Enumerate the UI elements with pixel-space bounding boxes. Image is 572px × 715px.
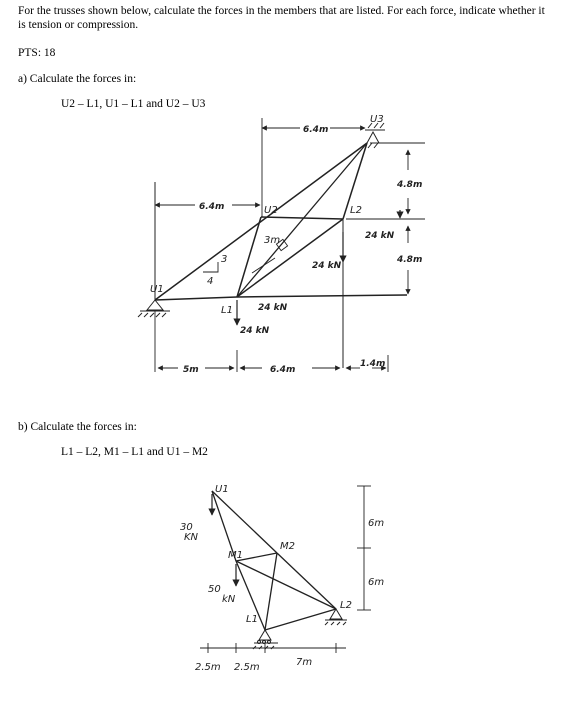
load-b-top: 30 (180, 522, 193, 533)
dim-height-bottom: 4.8m (397, 255, 423, 265)
truss-b-dimensions (200, 486, 371, 653)
member-u2-l2 (261, 217, 343, 219)
perp-dim: 3m (264, 235, 281, 246)
dim-b-3: 7m (296, 657, 313, 668)
dim-left-span: 6.4m (199, 202, 225, 212)
label-b-m2: M2 (280, 541, 295, 552)
load-b-mid-unit: kN (222, 594, 236, 605)
load-right: 24 kN (365, 231, 395, 241)
truss-a-dimensions (155, 118, 425, 372)
intro-text: For the trusses shown below, calculate the forces in the members that are listed. For each force, indicate whether it is tension or compression. (18, 5, 545, 31)
load-b-mid: 50 (208, 584, 221, 595)
dim-top-span: 6.4m (303, 125, 329, 135)
dim-bottom-3: 1.4m (360, 359, 386, 369)
part-a-members: U2 – L1, U1 – L1 and U2 – U3 (61, 98, 206, 110)
slope-rise: 3 (221, 254, 228, 265)
label-l2: L2 (350, 205, 362, 216)
part-a-heading: a) Calculate the forces in: (18, 73, 137, 85)
member-u2-l1 (237, 217, 261, 297)
dim-bottom-1: 5m (183, 365, 199, 375)
label-u2: U2 (264, 205, 278, 216)
member-m2-l1 (265, 553, 277, 630)
label-b-l2: L2 (340, 600, 352, 611)
label-u1: U1 (150, 284, 164, 295)
member-u1-u2-u3 (155, 143, 367, 300)
dim-bottom-2: 6.4m (270, 365, 296, 375)
member-u1-m2 (212, 491, 277, 553)
slope-run: 4 (207, 276, 214, 287)
dim-b-right-top: 6m (368, 518, 385, 529)
truss-b-loads (212, 494, 236, 586)
load-l1-a: 24 kN (258, 303, 288, 313)
dim-b-right-bottom: 6m (368, 577, 385, 588)
member-l1-right (237, 295, 407, 297)
part-b-heading: b) Calculate the forces in: (18, 421, 137, 433)
dim-height-top: 4.8m (397, 180, 423, 190)
member-u1-l1 (155, 297, 237, 300)
truss-a-supports (138, 123, 385, 317)
member-m1-l2 (236, 561, 336, 609)
truss-a (155, 143, 407, 368)
load-mid: 24 kN (312, 261, 342, 271)
truss-b-labels (180, 484, 384, 673)
member-l1-u3 (237, 143, 367, 297)
dim-b-2: 2.5m (234, 662, 260, 673)
load-b-top-unit: KN (184, 532, 199, 543)
part-b-members: L1 – L2, M1 – L1 and U1 – M2 (61, 446, 208, 458)
member-m2-l2 (277, 553, 336, 609)
label-b-m1: M1 (228, 550, 243, 561)
member-l1-l2 (237, 219, 343, 297)
label-u3: U3 (370, 114, 384, 125)
label-l1: L1 (221, 305, 233, 316)
dim-b-1: 2.5m (195, 662, 221, 673)
load-l1-b: 24 kN (240, 326, 270, 336)
points-label: PTS: 18 (18, 47, 56, 59)
label-b-l1: L1 (246, 614, 258, 625)
label-b-u1: U1 (215, 484, 229, 495)
